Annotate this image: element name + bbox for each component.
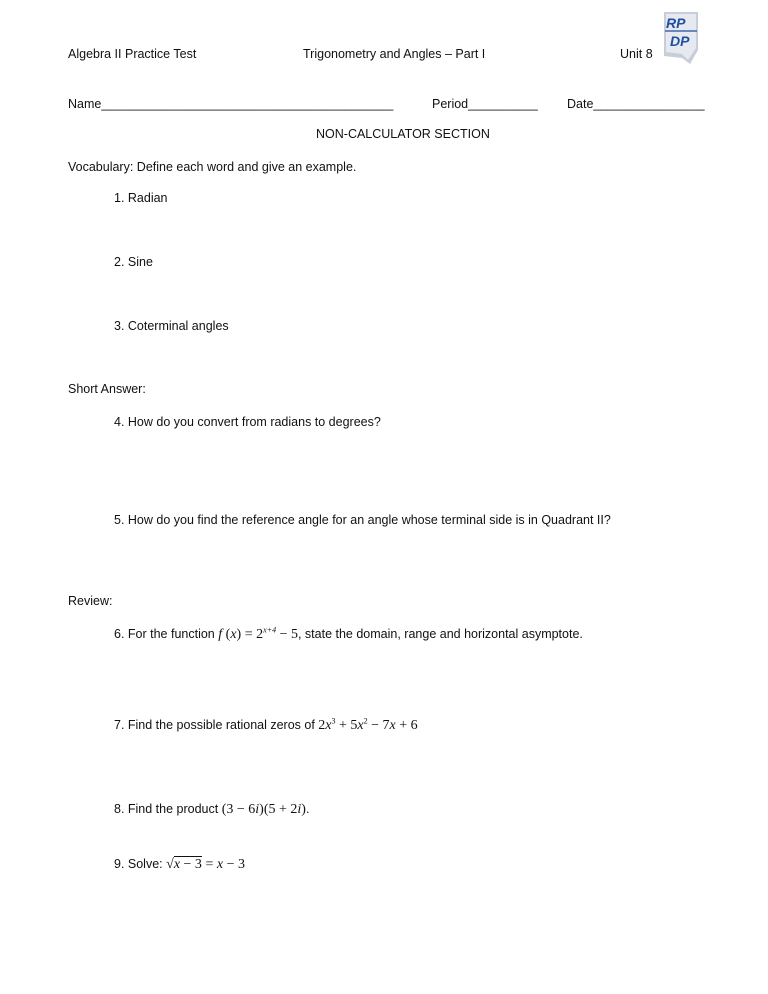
question-2: 2. Sine bbox=[114, 255, 153, 269]
question-6-function: f $(x) = 2^{x+4} - 5$ bbox=[218, 625, 298, 642]
name-field: Name__________________________________________ bbox=[68, 97, 394, 111]
header-topic: Trigonometry and Angles – Part I bbox=[303, 47, 486, 61]
question-6-prefix: 6. For the function bbox=[114, 627, 215, 641]
logo-rp-text: RP bbox=[666, 15, 686, 31]
question-6 bbox=[114, 627, 583, 643]
question-9 bbox=[114, 857, 245, 873]
question-9-equation: √x − 3 = x − 3 bbox=[166, 857, 245, 872]
short-answer-heading: Short Answer: bbox=[68, 382, 146, 396]
rpdp-logo bbox=[660, 10, 702, 66]
header-test-title: Algebra II Practice Test bbox=[68, 47, 197, 61]
section-title: NON-CALCULATOR SECTION bbox=[316, 127, 490, 141]
question-9-prefix: 9. Solve: bbox=[114, 857, 163, 871]
review-heading: Review: bbox=[68, 594, 113, 608]
question-8 bbox=[114, 802, 309, 818]
question-8-prefix: 8. Find the product bbox=[114, 802, 219, 816]
question-8-suffix: . bbox=[305, 802, 310, 816]
question-7 bbox=[114, 718, 418, 734]
question-5: 5. How do you find the reference angle for an angle whose terminal side is in Quadrant II? bbox=[114, 513, 611, 527]
question-6-suffix: , state the domain, range and horizontal asymptote. bbox=[297, 627, 583, 641]
date-field: Date________________ bbox=[567, 97, 705, 111]
question-8-expression: (3 − 6i)(5 + 2i) bbox=[221, 802, 306, 817]
question-1: 1. Radian bbox=[114, 191, 168, 205]
question-3: 3. Coterminal angles bbox=[114, 319, 229, 333]
header-unit: Unit 8 bbox=[620, 47, 653, 61]
question-4: 4. How do you convert from radians to degrees? bbox=[114, 415, 381, 429]
question-7-prefix: 7. Find the possible rational zeros of bbox=[114, 718, 315, 732]
vocabulary-heading: Vocabulary: Define each word and give an example. bbox=[68, 160, 357, 174]
question-7-polynomial: $2x^3 + 5x^2 - 7x + 6$ bbox=[318, 716, 418, 733]
logo-dp-text: DP bbox=[670, 33, 690, 49]
period-field: Period__________ bbox=[432, 97, 538, 111]
